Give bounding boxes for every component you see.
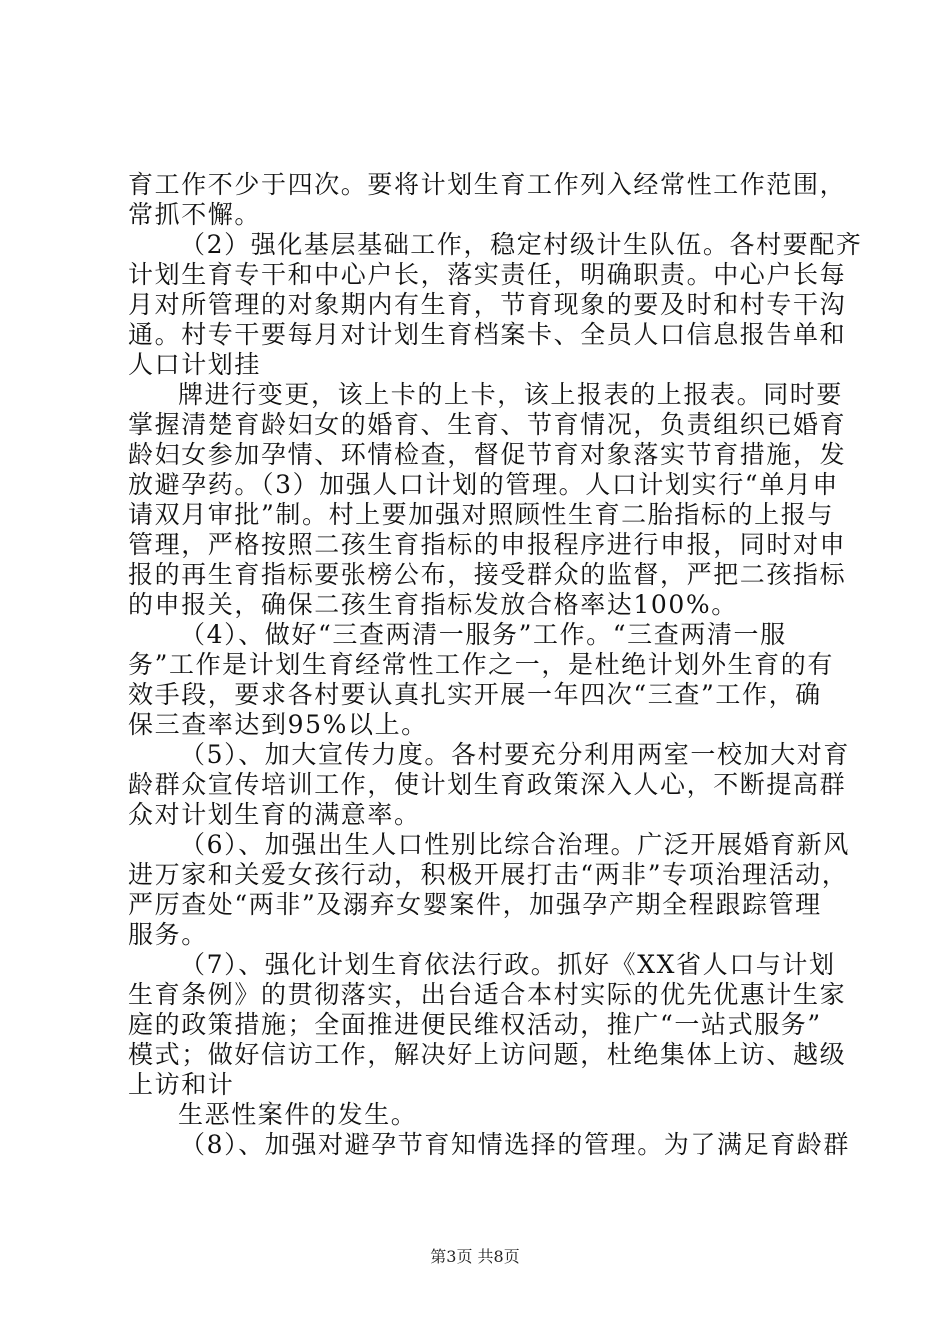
page-number-footer: 第3页 共8页 — [430, 1247, 520, 1266]
paragraph-start: （6）、加强出生人口性别比综合治理。广泛开展婚育新风 — [180, 830, 851, 859]
text-line: 庭的政策措施；全面推进便民维权活动，推广“一站式服务” — [128, 1010, 822, 1039]
text-line: 的申报关，确保二孩生育指标发放合格率达100%。 — [128, 590, 738, 619]
paragraph-start: （4）、做好“三查两清一服务”工作。“三查两清一服 — [180, 620, 787, 649]
text-line: 上访和计 — [128, 1070, 235, 1099]
paragraph-start: （8）、加强对避孕节育知情选择的管理。为了满足育龄群 — [180, 1130, 851, 1159]
text-line: 严厉查处“两非”及溺弃女婴案件，加强孕产期全程跟踪管理 — [128, 890, 822, 919]
text-line: 众对计划生育的满意率。 — [128, 800, 421, 829]
text-line: 育工作不少于四次。要将计划生育工作列入经常性工作范围， — [128, 170, 847, 199]
text-line: 龄群众宣传培训工作，使计划生育政策深入人心，不断提高群 — [128, 770, 847, 799]
text-line: 月对所管理的对象期内有生育，节育现象的要及时和村专干沟 — [128, 290, 847, 319]
paragraph-start: 牌进行变更，该上卡的上卡，该上报表的上报表。同时要 — [178, 380, 844, 409]
text-line: 效手段，要求各村要认真扎实开展一年四次“三查”工作，确 — [128, 680, 822, 709]
text-line: 通。村专干要每月对计划生育档案卡、全员人口信息报告单和 — [128, 320, 847, 349]
paragraph-start: 生恶性案件的发生。 — [178, 1100, 418, 1129]
text-line: 常抓不懈。 — [128, 200, 262, 229]
text-line: 务”工作是计划生育经常性工作之一，是杜绝计划外生育的有 — [128, 650, 834, 679]
text-line: 生育条例》的贯彻落实，出台适合本村实际的优先优惠计生家 — [128, 980, 847, 1009]
text-line: 模式；做好信访工作，解决好上访问题，杜绝集体上访、越级 — [128, 1040, 847, 1069]
text-line: 服务。 — [128, 920, 208, 949]
body-text — [128, 170, 863, 1160]
text-line: 报的再生育指标要张榜公布，接受群众的监督，严把二孩指标 — [128, 560, 847, 589]
text-line: 管理，严格按照二孩生育指标的申报程序进行申报，同时对申 — [128, 530, 847, 559]
text-line: 计划生育专干和中心户长，落实责任，明确职责。中心户长每 — [128, 260, 847, 289]
text-line: 放避孕药。（3）加强人口计划的管理。人口计划实行“单月申 — [128, 470, 839, 499]
paragraph-start: （2）强化基层基础工作，稳定村级计生队伍。各村要配齐 — [180, 230, 863, 259]
text-line: 保三查率达到95%以上。 — [128, 710, 428, 739]
paragraph-start: （7）、强化计划生育依法行政。抓好《XX省人口与计划 — [180, 950, 836, 979]
text-line: 龄妇女参加孕情、环情检查，督促节育对象落实节育措施，发 — [128, 440, 847, 469]
text-line: 请双月审批”制。村上要加强对照顾性生育二胎指标的上报与 — [128, 500, 834, 529]
paragraph-start: （5）、加大宣传力度。各村要充分利用两室一校加大对育 — [180, 740, 851, 769]
text-line: 掌握清楚育龄妇女的婚育、生育、节育情况，负责组织已婚育 — [128, 410, 847, 439]
text-line: 进万家和关爱女孩行动，积极开展打击“两非”专项治理活动， — [128, 860, 849, 889]
text-line: 人口计划挂 — [128, 350, 262, 379]
